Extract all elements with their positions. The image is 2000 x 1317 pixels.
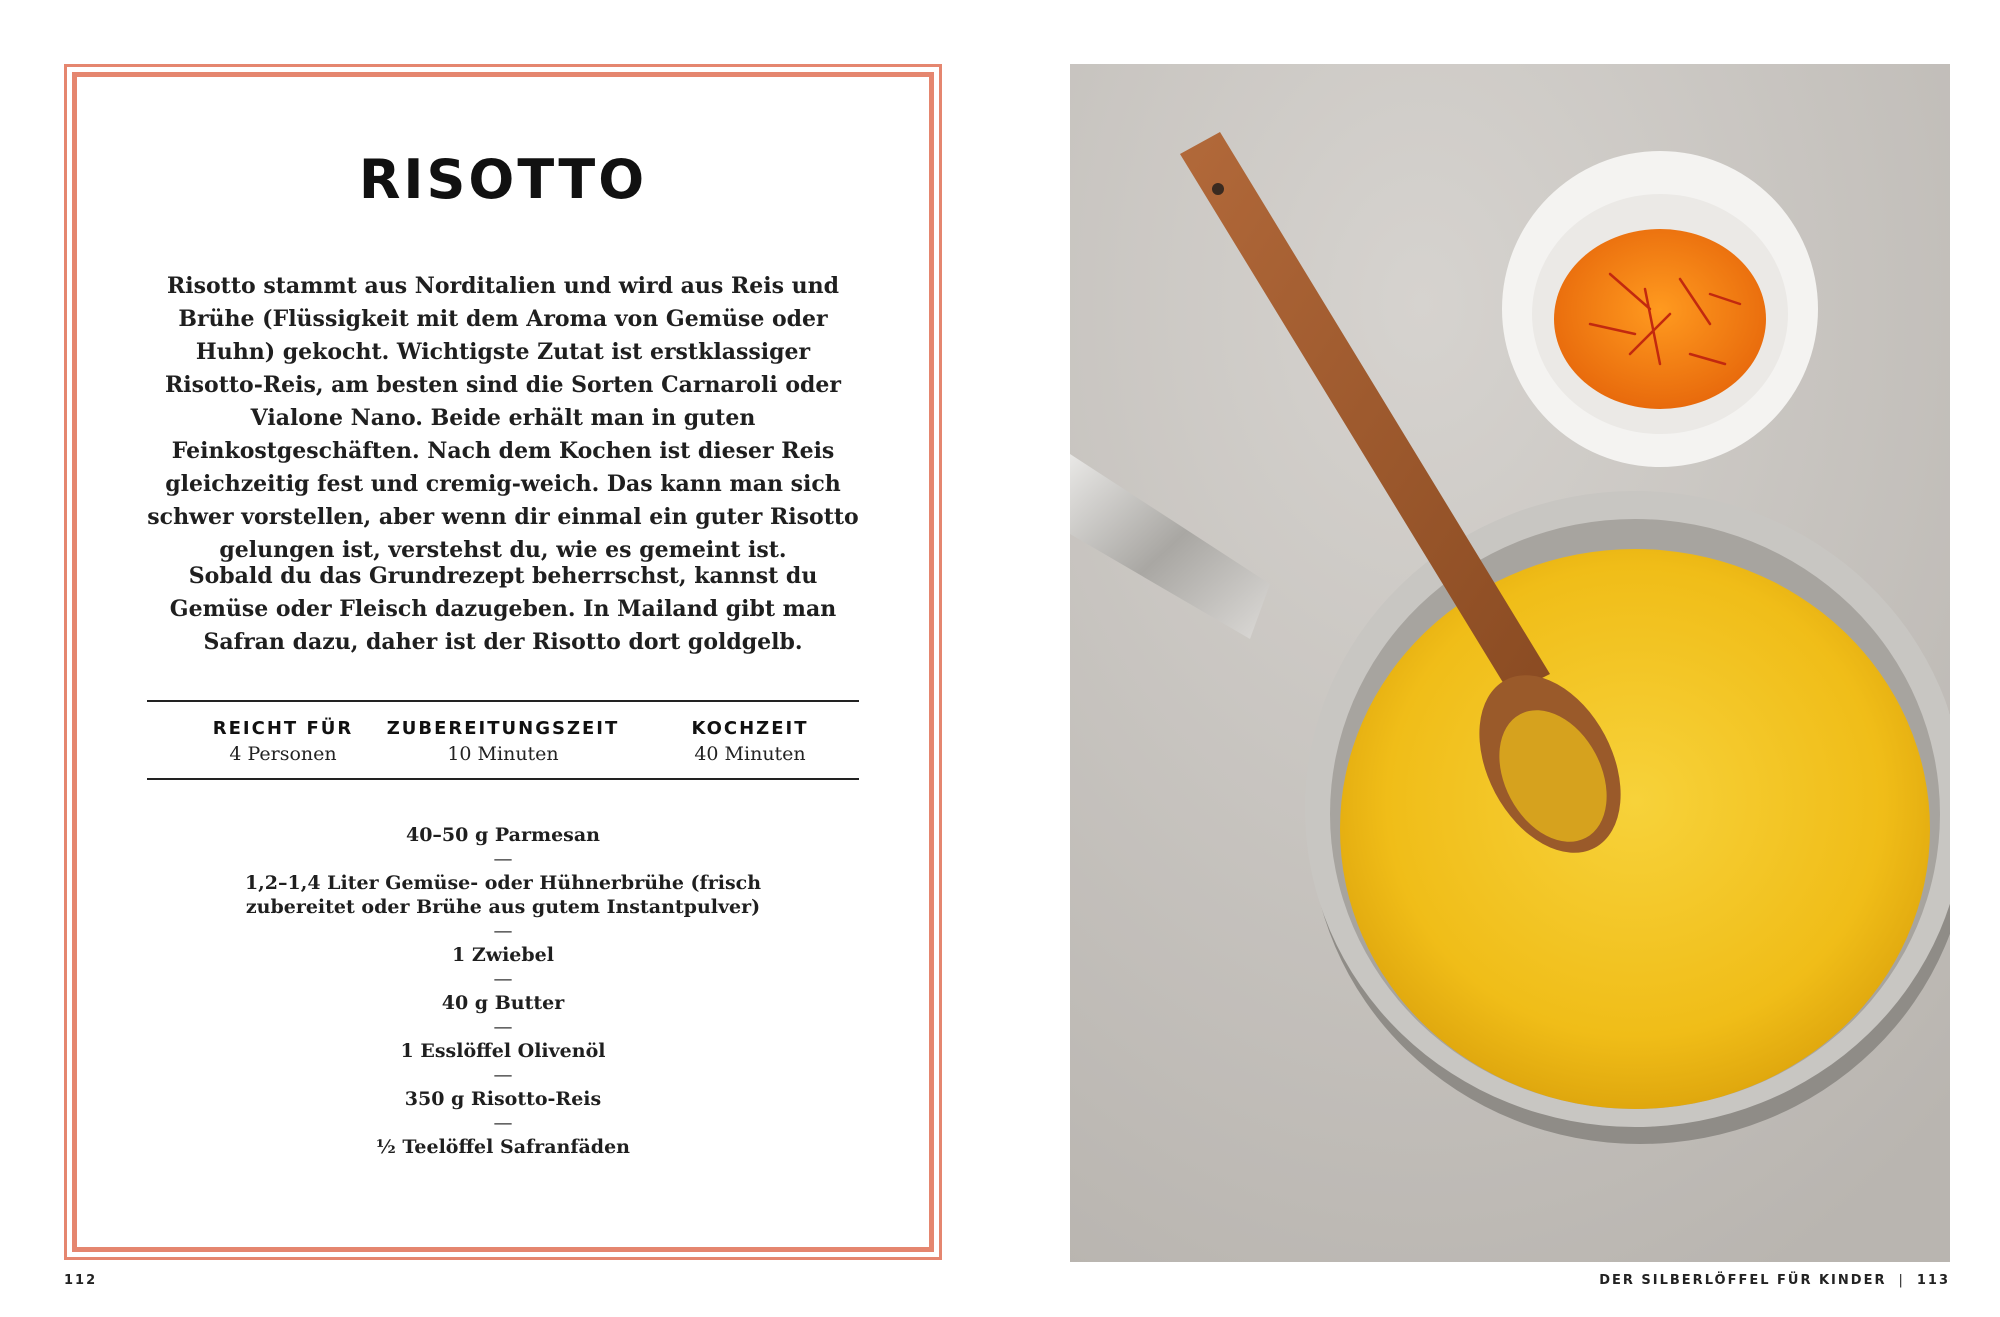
ingredient-separator: — <box>493 920 513 942</box>
cook-time-info <box>630 718 870 765</box>
ingredient-item: ½ Teelöffel Safranfäden <box>376 1136 630 1158</box>
ingredient-item: 1 Esslöffel Olivenöl <box>400 1040 606 1062</box>
recipe-title: RISOTTO <box>358 148 648 211</box>
ingredient-item: 1,2–1,4 Liter Gemüse- oder Hühnerbrühe (frisch zubereitet oder Brühe aus gutem Instantpulver) <box>244 872 762 918</box>
prep-time-value: 10 Minuten <box>447 743 559 765</box>
ingredient-item: 350 g Risotto-Reis <box>404 1088 602 1110</box>
ingredient-item: 40–50 g Parmesan <box>405 824 600 846</box>
running-footer <box>1599 1273 1950 1288</box>
risotto-rice <box>1340 549 1930 1109</box>
ingredient-separator: — <box>493 968 513 990</box>
ingredient-list <box>147 823 859 1159</box>
recipe-info-table <box>147 700 859 780</box>
right-page <box>1000 0 2000 1317</box>
servings-info <box>163 718 403 765</box>
intro-paragraph-1: Risotto stammt aus Norditalien und wird aus Reis und Brühe (Flüssigkeit mit dem Aroma von Gemüse oder Huhn) gekocht. Wichtigste Zutat ist erstklassiger Risotto-Reis, am besten sind die Sorten Carnaroli oder Vialone Nano. Beide erhält man in guten Feinkostgeschäften. Nach dem Kochen ist dieser Reis gleichzeitig fest und cremig-weich. Das kann man sich schwer vorstellen, aber wenn dir einmal ein guter Risotto gelungen ist, verstehst du, wie es gemeint ist. <box>147 273 859 563</box>
intro-paragraph-2: Sobald du das Grundrezept beherrschst, kannst du Gemüse oder Fleisch dazugeben. In Mailand gibt man Safran dazu, daher ist der Risotto dort goldgelb. <box>169 563 837 655</box>
risotto-illustration <box>1070 64 1950 1262</box>
ingredient-item: 40 g Butter <box>441 992 565 1014</box>
page-number-right: 113 <box>1916 1273 1950 1288</box>
ingredient-separator: — <box>493 1112 513 1134</box>
servings-value: 4 Personen <box>229 743 337 765</box>
page-number-left: 112 <box>64 1273 98 1288</box>
prep-time-info <box>383 718 623 765</box>
saffron-liquid <box>1554 229 1766 409</box>
cook-time-value: 40 Minuten <box>694 743 806 765</box>
spoon-hole <box>1212 183 1224 195</box>
book-title: DER SILBERLÖFFEL FÜR KINDER <box>1599 1273 1887 1288</box>
prep-time-label: ZUBEREITUNGSZEIT <box>386 718 620 739</box>
ingredient-separator: — <box>493 848 513 870</box>
footer-divider: | <box>1898 1273 1905 1288</box>
cook-time-label: KOCHZEIT <box>691 718 809 739</box>
ingredient-separator: — <box>493 1016 513 1038</box>
ingredient-separator: — <box>493 1064 513 1086</box>
ingredient-item: 1 Zwiebel <box>452 944 554 966</box>
servings-label: REICHT FÜR <box>212 718 354 739</box>
risotto-photo <box>1070 64 1950 1262</box>
